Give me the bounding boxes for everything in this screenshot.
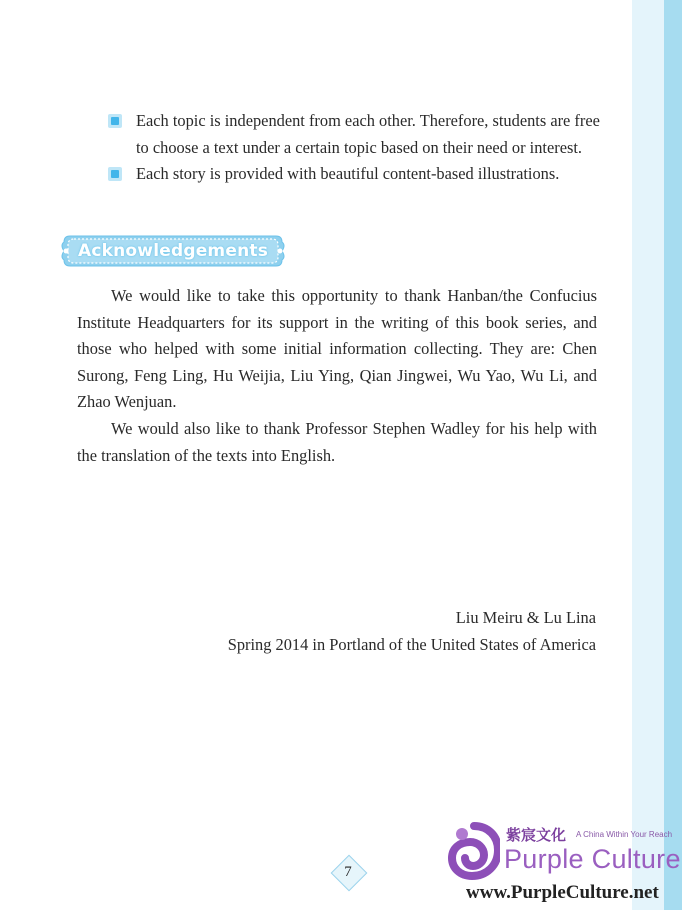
- signature-block: [228, 604, 596, 658]
- bullet-text: Each topic is independent from each other. Therefore, students are free to choose a text under a certain topic based on their need or interest.: [136, 111, 600, 157]
- purple-culture-watermark: [448, 818, 700, 910]
- acknowledgements-heading-badge: [60, 230, 286, 272]
- square-bullet-icon: [108, 167, 122, 181]
- watermark-chinese-text: 紫宸文化: [506, 826, 567, 844]
- watermark-brand-name: Purple Culture: [504, 844, 681, 874]
- feature-bullet-list: [108, 108, 600, 188]
- page-number: 7: [344, 864, 352, 880]
- bullet-text: Each story is provided with beautiful content-based illustrations.: [136, 164, 560, 183]
- bullet-item: [108, 161, 600, 188]
- bullet-item: [108, 108, 600, 161]
- page-edge-light-band: [632, 0, 664, 910]
- acknowledgements-paragraph: We would like to take this opportunity to thank Hanban/the Confucius Institute Headquarters for its support in the writing of this book series, and those who helped with some initial information collecting. They are: Chen Surong, Feng Ling, Hu Weijia, Liu Ying, Qian Jingwei, Wu Yao, Wu Li, and Zhao Wenjuan.: [77, 286, 597, 412]
- acknowledgements-paragraph: We would also like to thank Professor Stephen Wadley for his help with the translation of the texts into English.: [77, 418, 597, 465]
- watermark-tagline: A China Within Your Reach: [576, 830, 673, 839]
- acknowledgements-heading: Acknowledgements: [77, 241, 269, 261]
- author-names: Liu Meiru & Lu Lina: [455, 608, 596, 627]
- place-and-date: Spring 2014 in Portland of the United States of America: [227, 635, 596, 654]
- square-bullet-icon: [108, 114, 122, 128]
- acknowledgements-body: [77, 283, 597, 469]
- page-number-badge: [331, 855, 365, 889]
- watermark-url: www.PurpleCulture.net: [466, 882, 659, 903]
- page-edge-blue-band: [664, 0, 682, 910]
- purple-culture-logo-icon: [448, 822, 500, 880]
- page-edge-white-band: [682, 0, 700, 910]
